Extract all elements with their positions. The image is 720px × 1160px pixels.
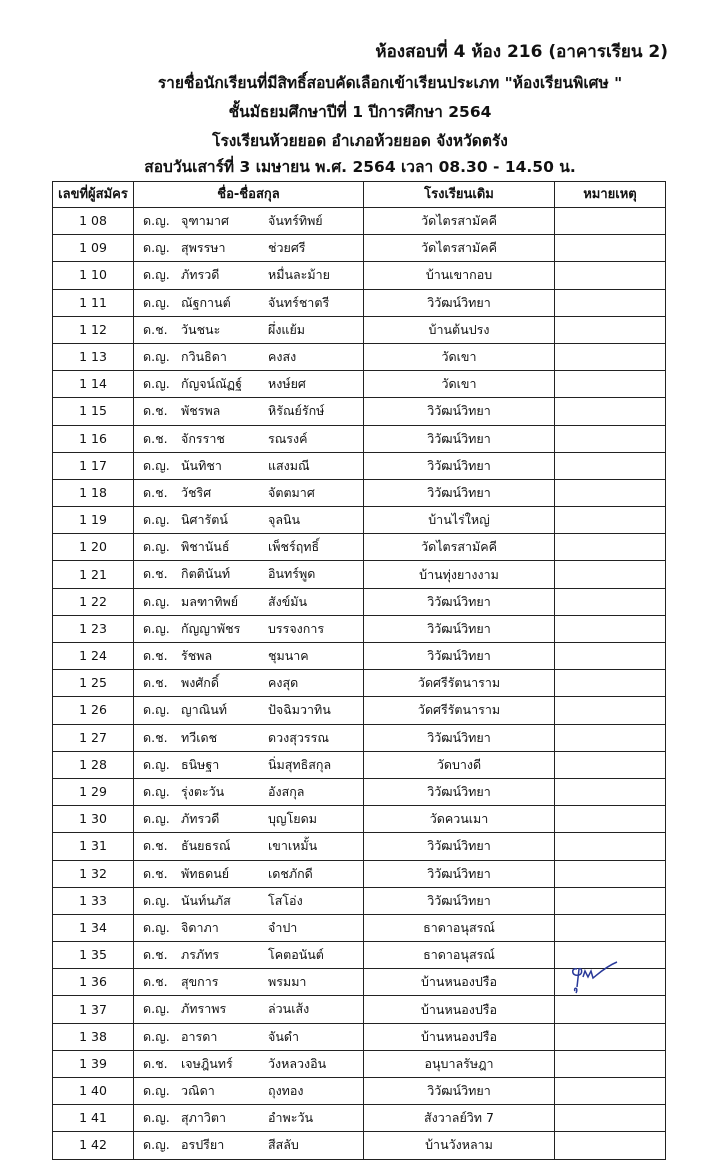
- name-title: ด.ญ.: [143, 756, 170, 772]
- remarks-cell: [555, 670, 666, 697]
- applicant-number: 1 11: [53, 289, 134, 316]
- table-row: [53, 806, 666, 833]
- name-title: ด.ญ.: [143, 348, 170, 364]
- name-title: ด.ช.: [143, 974, 168, 990]
- last-name: ชุมนาค: [268, 648, 309, 663]
- table-row: [53, 697, 666, 724]
- applicant-number: 1 16: [53, 425, 134, 452]
- applicant-table: [52, 181, 666, 1160]
- last-name: อังสกุล: [268, 783, 305, 799]
- remarks-cell: [555, 697, 666, 724]
- last-name: หิรัณย์รักษ์: [268, 403, 325, 419]
- first-name: มลฑาทิพย์: [181, 593, 239, 609]
- full-name-cell: [134, 914, 364, 941]
- table-row: [53, 615, 666, 642]
- name-title: ด.ญ.: [143, 213, 170, 228]
- first-name: สุภาวิตา: [181, 1110, 227, 1126]
- full-name-cell: [134, 1105, 364, 1132]
- first-name: กิตตินันท์: [181, 566, 231, 582]
- previous-school: บ้านไร่ใหญ่: [364, 507, 555, 534]
- full-name-cell: [134, 343, 364, 370]
- name-title: ด.ช.: [143, 865, 168, 881]
- last-name: ปัจฉิมวาทิน: [268, 702, 331, 718]
- first-name: พงศักดิ์: [181, 675, 219, 691]
- name-title: ด.ญ.: [143, 294, 170, 310]
- table-row: [53, 208, 666, 235]
- last-name: ถุงทอง: [268, 1083, 304, 1098]
- last-name: เพ็ชร์ฤทธิ์: [268, 539, 320, 555]
- last-name: สังข์มัน: [268, 593, 308, 609]
- applicant-number: 1 40: [53, 1078, 134, 1105]
- last-name: โสโอ่ง: [268, 892, 303, 908]
- full-name-cell: [134, 724, 364, 751]
- table-row: [53, 1105, 666, 1132]
- name-title: ด.ช.: [143, 648, 168, 663]
- name-title: ด.ญ.: [143, 702, 170, 718]
- table-row: [53, 343, 666, 370]
- applicant-number: 1 41: [53, 1105, 134, 1132]
- full-name-cell: [134, 561, 364, 588]
- previous-school: วิวัฒน์วิทยา: [364, 724, 555, 751]
- last-name: แสงมณี: [268, 457, 310, 473]
- remarks-cell: [555, 534, 666, 561]
- previous-school: วิวัฒน์วิทยา: [364, 479, 555, 506]
- remarks-cell: [555, 806, 666, 833]
- applicant-number: 1 31: [53, 833, 134, 860]
- last-name: จันทร์ชาตรี: [268, 294, 330, 310]
- previous-school: วิวัฒน์วิทยา: [364, 452, 555, 479]
- last-name: สีสลับ: [268, 1137, 299, 1153]
- applicant-number: 1 38: [53, 1023, 134, 1050]
- full-name-cell: [134, 452, 364, 479]
- full-name-cell: [134, 1132, 364, 1159]
- full-name-cell: [134, 751, 364, 778]
- table-row: [53, 262, 666, 289]
- full-name-cell: [134, 1078, 364, 1105]
- full-name-cell: [134, 887, 364, 914]
- first-name: จุฑามาศ: [181, 213, 229, 228]
- applicant-number: 1 29: [53, 778, 134, 805]
- previous-school: บ้านหนองปรือ: [364, 996, 555, 1023]
- remarks-cell: [555, 778, 666, 805]
- table-row: [53, 1023, 666, 1050]
- table-row: [53, 860, 666, 887]
- remarks-cell: [555, 1050, 666, 1077]
- first-name: วัชริศ: [181, 484, 212, 500]
- full-name-cell: [134, 969, 364, 996]
- previous-school: บ้านหนองปรือ: [364, 1023, 555, 1050]
- column-header-full-name: ชื่อ-ชื่อสกุล: [134, 182, 364, 208]
- applicant-number: 1 18: [53, 479, 134, 506]
- first-name: สุพรรษา: [181, 240, 226, 256]
- previous-school: วัดศรีรัตนาราม: [364, 670, 555, 697]
- applicant-number: 1 27: [53, 724, 134, 751]
- full-name-cell: [134, 942, 364, 969]
- last-name: จันทร์ทิพย์: [268, 213, 323, 228]
- previous-school: บ้านวังหลาม: [364, 1132, 555, 1159]
- document-title: รายชื่อนักเรียนที่มีสิทธิ์สอบคัดเลือกเข้าเรียนประเภท "ห้องเรียนพิเศษ ": [157, 74, 623, 92]
- remarks-cell: [555, 561, 666, 588]
- first-name: กวินธิดา: [181, 348, 227, 364]
- table-row: [53, 452, 666, 479]
- signature-icon: [567, 957, 629, 1001]
- first-name: รัชพล: [181, 648, 213, 663]
- full-name-cell: [134, 371, 364, 398]
- remarks-cell: [555, 887, 666, 914]
- last-name: จำปา: [268, 919, 298, 935]
- table-header-row: [53, 182, 666, 208]
- previous-school: บ้านหนองปรือ: [364, 969, 555, 996]
- remarks-cell: [555, 289, 666, 316]
- column-header-previous-school: โรงเรียนเดิม: [364, 182, 555, 208]
- last-name: จัตตมาศ: [268, 484, 315, 500]
- name-title: ด.ญ.: [143, 376, 170, 392]
- remarks-cell: [555, 343, 666, 370]
- remarks-cell: [555, 425, 666, 452]
- applicant-number: 1 36: [53, 969, 134, 996]
- table-row: [53, 588, 666, 615]
- first-name: ภรภัทร: [181, 947, 220, 963]
- remarks-cell: [555, 1105, 666, 1132]
- last-name: รณรงค์: [268, 430, 308, 446]
- previous-school: วัดไตรสามัคคี: [364, 235, 555, 262]
- last-name: ผึ่งแย้ม: [268, 321, 306, 337]
- name-title: ด.ญ.: [143, 892, 170, 908]
- first-name: ภัทรวดี: [181, 811, 220, 827]
- last-name: วังหลวงอิน: [268, 1055, 327, 1071]
- full-name-cell: [134, 534, 364, 561]
- remarks-cell: [555, 479, 666, 506]
- name-title: ด.ญ.: [143, 1083, 170, 1098]
- table-row: [53, 561, 666, 588]
- applicant-number: 1 35: [53, 942, 134, 969]
- full-name-cell: [134, 235, 364, 262]
- first-name: พิชานันธ์: [181, 539, 230, 555]
- table-row: [53, 1078, 666, 1105]
- previous-school: อนุบาลรัษฎา: [364, 1050, 555, 1077]
- name-title: ด.ญ.: [143, 267, 170, 283]
- name-title: ด.ญ.: [143, 593, 170, 609]
- name-title: ด.ญ.: [143, 1028, 170, 1044]
- applicant-number: 1 42: [53, 1132, 134, 1159]
- full-name-cell: [134, 208, 364, 235]
- name-title: ด.ช.: [143, 430, 168, 446]
- full-name-cell: [134, 806, 364, 833]
- previous-school: วิวัฒน์วิทยา: [364, 860, 555, 887]
- remarks-cell: [555, 751, 666, 778]
- applicant-number: 1 25: [53, 670, 134, 697]
- remarks-cell: [555, 398, 666, 425]
- full-name-cell: [134, 643, 364, 670]
- previous-school: วัดบางดี: [364, 751, 555, 778]
- full-name-cell: [134, 860, 364, 887]
- previous-school: วัดไตรสามัคคี: [364, 534, 555, 561]
- first-name: สุขการ: [181, 974, 219, 990]
- last-name: คงสง: [268, 348, 297, 364]
- previous-school: บ้านเขากอบ: [364, 262, 555, 289]
- first-name: ญาณินท์: [181, 702, 228, 718]
- table-row: [53, 670, 666, 697]
- full-name-cell: [134, 615, 364, 642]
- previous-school: วิวัฒน์วิทยา: [364, 887, 555, 914]
- applicant-number: 1 26: [53, 697, 134, 724]
- previous-school: วัดควนเมา: [364, 806, 555, 833]
- name-title: ด.ช.: [143, 321, 168, 337]
- last-name: จุลนิน: [268, 512, 301, 528]
- remarks-cell: [555, 316, 666, 343]
- first-name: ภัทราพร: [181, 1001, 227, 1017]
- applicant-number: 1 13: [53, 343, 134, 370]
- applicant-number: 1 23: [53, 615, 134, 642]
- applicant-number: 1 33: [53, 887, 134, 914]
- table-row: [53, 1050, 666, 1077]
- last-name: ล่วนเส้ง: [268, 1001, 310, 1017]
- table-row: [53, 751, 666, 778]
- previous-school: วิวัฒน์วิทยา: [364, 425, 555, 452]
- previous-school: วัดเขา: [364, 371, 555, 398]
- table-row: [53, 778, 666, 805]
- previous-school: วิวัฒน์วิทยา: [364, 778, 555, 805]
- remarks-cell: [555, 588, 666, 615]
- full-name-cell: [134, 479, 364, 506]
- first-name: ธนิษฐา: [181, 756, 220, 772]
- applicant-number: 1 09: [53, 235, 134, 262]
- applicant-number: 1 08: [53, 208, 134, 235]
- previous-school: วิวัฒน์วิทยา: [364, 615, 555, 642]
- applicant-number: 1 22: [53, 588, 134, 615]
- name-title: ด.ญ.: [143, 1137, 170, 1153]
- last-name: ช่วยศรี: [268, 240, 306, 256]
- remarks-cell: [555, 833, 666, 860]
- column-header-applicant-no: เลขที่ผู้สมัคร: [53, 182, 134, 208]
- applicant-number: 1 32: [53, 860, 134, 887]
- previous-school: ธาดาอนุสรณ์: [364, 942, 555, 969]
- previous-school: วิวัฒน์วิทยา: [364, 833, 555, 860]
- last-name: อินทร์พูด: [268, 566, 316, 582]
- table-row: [53, 1132, 666, 1159]
- name-title: ด.ช.: [143, 838, 168, 854]
- previous-school: วิวัฒน์วิทยา: [364, 643, 555, 670]
- previous-school: วิวัฒน์วิทยา: [364, 588, 555, 615]
- applicant-number: 1 39: [53, 1050, 134, 1077]
- name-title: ด.ญ.: [143, 811, 170, 827]
- remarks-cell: [555, 914, 666, 941]
- first-name: พัชรพล: [181, 403, 221, 419]
- remarks-cell: [555, 1078, 666, 1105]
- name-title: ด.ช.: [143, 675, 168, 691]
- exam-room-heading: ห้องสอบที่ 4 ห้อง 216 (อาคารเรียน 2): [375, 42, 668, 62]
- previous-school: สังวาลย์วิท 7: [364, 1105, 555, 1132]
- applicant-number: 1 37: [53, 996, 134, 1023]
- remarks-cell: [555, 208, 666, 235]
- name-title: ด.ญ.: [143, 240, 170, 256]
- first-name: อรปรียา: [181, 1137, 225, 1153]
- first-name: นันท์นภัส: [181, 892, 231, 908]
- first-name: เจษฎินทร์: [181, 1055, 233, 1071]
- full-name-cell: [134, 778, 364, 805]
- name-title: ด.ญ.: [143, 512, 170, 528]
- grade-year-line: ชั้นมัธยมศึกษาปีที่ 1 ปีการศึกษา 2564: [228, 103, 492, 121]
- table-row: [53, 724, 666, 751]
- name-title: ด.ญ.: [143, 919, 170, 935]
- table-row: [53, 398, 666, 425]
- full-name-cell: [134, 425, 364, 452]
- table-row: [53, 316, 666, 343]
- first-name: นิศารัตน์: [181, 512, 228, 528]
- first-name: วณิดา: [181, 1083, 215, 1098]
- first-name: นันทิชา: [181, 457, 222, 473]
- last-name: พรมมา: [268, 974, 307, 990]
- applicant-number: 1 24: [53, 643, 134, 670]
- table-row: [53, 507, 666, 534]
- previous-school: ธาดาอนุสรณ์: [364, 914, 555, 941]
- remarks-cell: [555, 615, 666, 642]
- school-location-line: โรงเรียนห้วยยอด อำเภอห้วยยอด จังหวัดตรัง: [212, 132, 508, 150]
- first-name: ภัทรวดี: [181, 267, 220, 283]
- first-name: อารดา: [181, 1028, 218, 1044]
- full-name-cell: [134, 1023, 364, 1050]
- remarks-cell: [555, 262, 666, 289]
- previous-school: วัดศรีรัตนาราม: [364, 697, 555, 724]
- name-title: ด.ช.: [143, 947, 168, 963]
- previous-school: วัดเขา: [364, 343, 555, 370]
- name-title: ด.ญ.: [143, 1001, 170, 1017]
- previous-school: วัดไตรสามัคคี: [364, 208, 555, 235]
- applicant-number: 1 15: [53, 398, 134, 425]
- last-name: หมื่นละม้าย: [268, 267, 330, 283]
- full-name-cell: [134, 507, 364, 534]
- first-name: จิดาภา: [181, 919, 219, 935]
- name-title: ด.ช.: [143, 484, 168, 500]
- previous-school: วิวัฒน์วิทยา: [364, 1078, 555, 1105]
- first-name: วันชนะ: [181, 321, 221, 337]
- remarks-cell: [555, 1023, 666, 1050]
- last-name: นิ่มสุทธิสกุล: [268, 756, 332, 772]
- table-row: [53, 833, 666, 860]
- first-name: ณัฐกานต์: [181, 294, 231, 310]
- applicant-number: 1 12: [53, 316, 134, 343]
- remarks-cell: [555, 860, 666, 887]
- table-row: [53, 643, 666, 670]
- column-header-remarks: หมายเหตุ: [555, 182, 666, 208]
- applicant-number: 1 19: [53, 507, 134, 534]
- applicant-number: 1 10: [53, 262, 134, 289]
- name-title: ด.ช.: [143, 403, 168, 419]
- name-title: ด.ญ.: [143, 457, 170, 473]
- first-name: ธันยธรณ์: [181, 838, 231, 854]
- remarks-cell: [555, 235, 666, 262]
- last-name: หงษ์ยศ: [268, 376, 306, 392]
- full-name-cell: [134, 398, 364, 425]
- remarks-cell: [555, 1132, 666, 1159]
- name-title: ด.ช.: [143, 729, 168, 745]
- full-name-cell: [134, 588, 364, 615]
- name-title: ด.ช.: [143, 1055, 168, 1071]
- last-name: เดชภักดี: [268, 865, 313, 881]
- name-title: ด.ช.: [143, 566, 168, 582]
- name-title: ด.ญ.: [143, 620, 170, 636]
- table-row: [53, 425, 666, 452]
- table-row: [53, 887, 666, 914]
- last-name: บรรจงการ: [268, 620, 325, 636]
- last-name: คงสุด: [268, 675, 299, 691]
- last-name: เขาเหมั้น: [268, 838, 318, 854]
- table-row: [53, 534, 666, 561]
- first-name: กัญจน์ณัฏฐ์: [181, 376, 242, 392]
- name-title: ด.ญ.: [143, 539, 170, 555]
- previous-school: วิวัฒน์วิทยา: [364, 289, 555, 316]
- table-row: [53, 371, 666, 398]
- applicant-number: 1 30: [53, 806, 134, 833]
- last-name: โคตอนันต์: [268, 947, 324, 963]
- last-name: จันดำ: [268, 1028, 300, 1044]
- previous-school: บ้านทุ่งยางงาม: [364, 561, 555, 588]
- full-name-cell: [134, 697, 364, 724]
- full-name-cell: [134, 996, 364, 1023]
- full-name-cell: [134, 1050, 364, 1077]
- full-name-cell: [134, 316, 364, 343]
- remarks-cell: [555, 507, 666, 534]
- applicant-number: 1 20: [53, 534, 134, 561]
- exam-date-line: สอบวันเสาร์ที่ 3 เมษายน พ.ศ. 2564 เวลา 08.30 - 14.50 น.: [144, 158, 576, 176]
- last-name: บุญโยดม: [268, 811, 317, 827]
- first-name: จักรราช: [181, 430, 225, 446]
- last-name: ดวงสุวรรณ: [268, 729, 329, 745]
- name-title: ด.ญ.: [143, 783, 170, 799]
- full-name-cell: [134, 670, 364, 697]
- first-name: รุ่งตะวัน: [181, 783, 225, 799]
- applicant-number: 1 14: [53, 371, 134, 398]
- last-name: อำพะวัน: [268, 1110, 314, 1126]
- table-row: [53, 235, 666, 262]
- applicant-number: 1 34: [53, 914, 134, 941]
- table-row: [53, 479, 666, 506]
- applicant-number: 1 17: [53, 452, 134, 479]
- full-name-cell: [134, 833, 364, 860]
- table-row: [53, 914, 666, 941]
- previous-school: วิวัฒน์วิทยา: [364, 398, 555, 425]
- full-name-cell: [134, 289, 364, 316]
- previous-school: บ้านต้นปรง: [364, 316, 555, 343]
- remarks-cell: [555, 371, 666, 398]
- remarks-cell: [555, 724, 666, 751]
- first-name: ทวีเดช: [181, 729, 218, 745]
- full-name-cell: [134, 262, 364, 289]
- remarks-cell: [555, 643, 666, 670]
- applicant-number: 1 28: [53, 751, 134, 778]
- table-row: [53, 289, 666, 316]
- first-name: พัทธดนย์: [181, 865, 230, 881]
- applicant-number: 1 21: [53, 561, 134, 588]
- first-name: กัญญาพัชร: [181, 620, 241, 636]
- name-title: ด.ญ.: [143, 1110, 170, 1126]
- remarks-cell: [555, 452, 666, 479]
